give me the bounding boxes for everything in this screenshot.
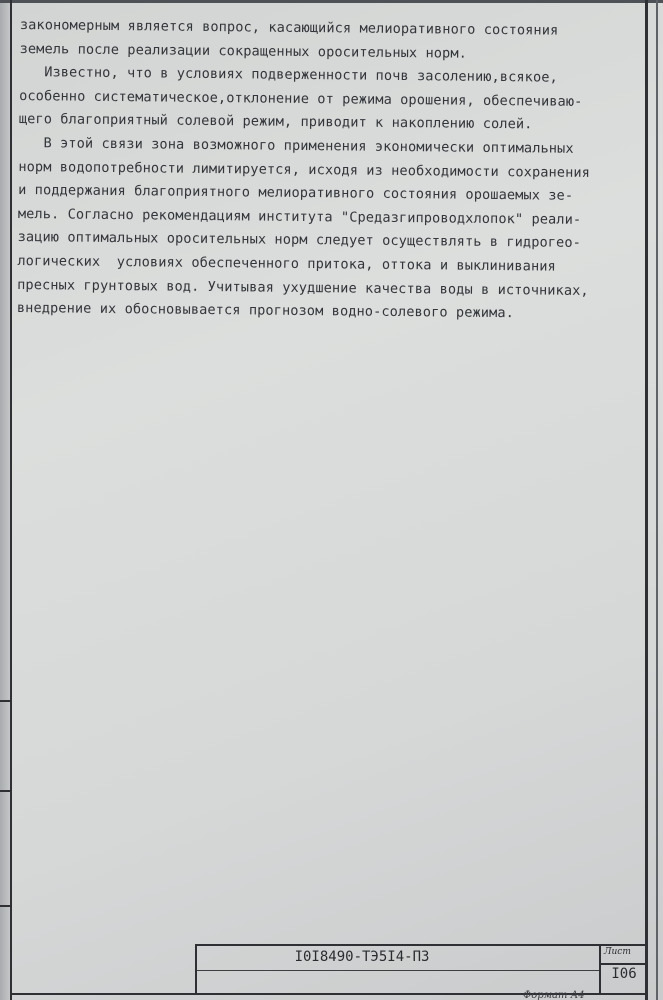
- frame-right-outer-border: [656, 0, 658, 1000]
- title-block-divider: [197, 970, 599, 971]
- frame-left-border: [10, 0, 12, 1000]
- text-line: В этой связи зона возможного применения экономически оптимальных: [18, 134, 574, 157]
- sheet-number-cell: [599, 946, 647, 995]
- page-top-edge: [0, 0, 663, 3]
- text-line: щего благоприятный солевой режим, приводит к накоплению солей.: [18, 111, 533, 133]
- text-line: закономерным является вопрос, касающийся мелиоративного состояния: [19, 16, 559, 39]
- text-line: пресных грунтовых вод. Учитывая ухудшение качества воды в источниках,: [17, 276, 589, 299]
- text-line: логических условиях обеспеченного притока, оттока и выклинивания: [17, 252, 556, 275]
- text-line: Известно, что в условиях подверженности почв засолению,всякое,: [19, 64, 558, 86]
- frame-left-tick: [0, 790, 11, 792]
- text-line: мель. Согласно рекомендациям института "Средазгипроводхлопок" реали-: [17, 205, 582, 228]
- text-line: особенно систематическое,отклонение от режима орошения, обеспечиваю-: [19, 87, 583, 110]
- page-edge-shadow: [0, 0, 10, 1000]
- frame-right-border: [645, 0, 648, 1000]
- body-text: [17, 14, 645, 327]
- text-line: и поддержания благоприятного мелиоративного состояния орошаемых зе-: [18, 182, 574, 204]
- text-line: земель после реализации сокращенных оросительных норм.: [19, 40, 468, 62]
- text-line: внедрение их обосновывается прогнозом водно-солевого режима.: [16, 300, 515, 322]
- text-line: норм водопотребности лимитируется, исходя из необходимости сохранения: [18, 158, 591, 181]
- frame-left-tick: [0, 905, 11, 907]
- frame-left-tick: [0, 700, 11, 702]
- sheet-number: I06: [611, 966, 637, 982]
- sheet-cell-divider: [601, 963, 647, 965]
- text-line: зацию оптимальных оросительных норм следует осуществлять в гидрогео-: [17, 229, 582, 252]
- format-label: Формат А4: [523, 990, 585, 1000]
- sheet-label: Лист: [604, 947, 631, 957]
- title-block: [195, 944, 648, 995]
- document-code: I0I8490-ТЭ5I4-ПЗ: [294, 949, 430, 965]
